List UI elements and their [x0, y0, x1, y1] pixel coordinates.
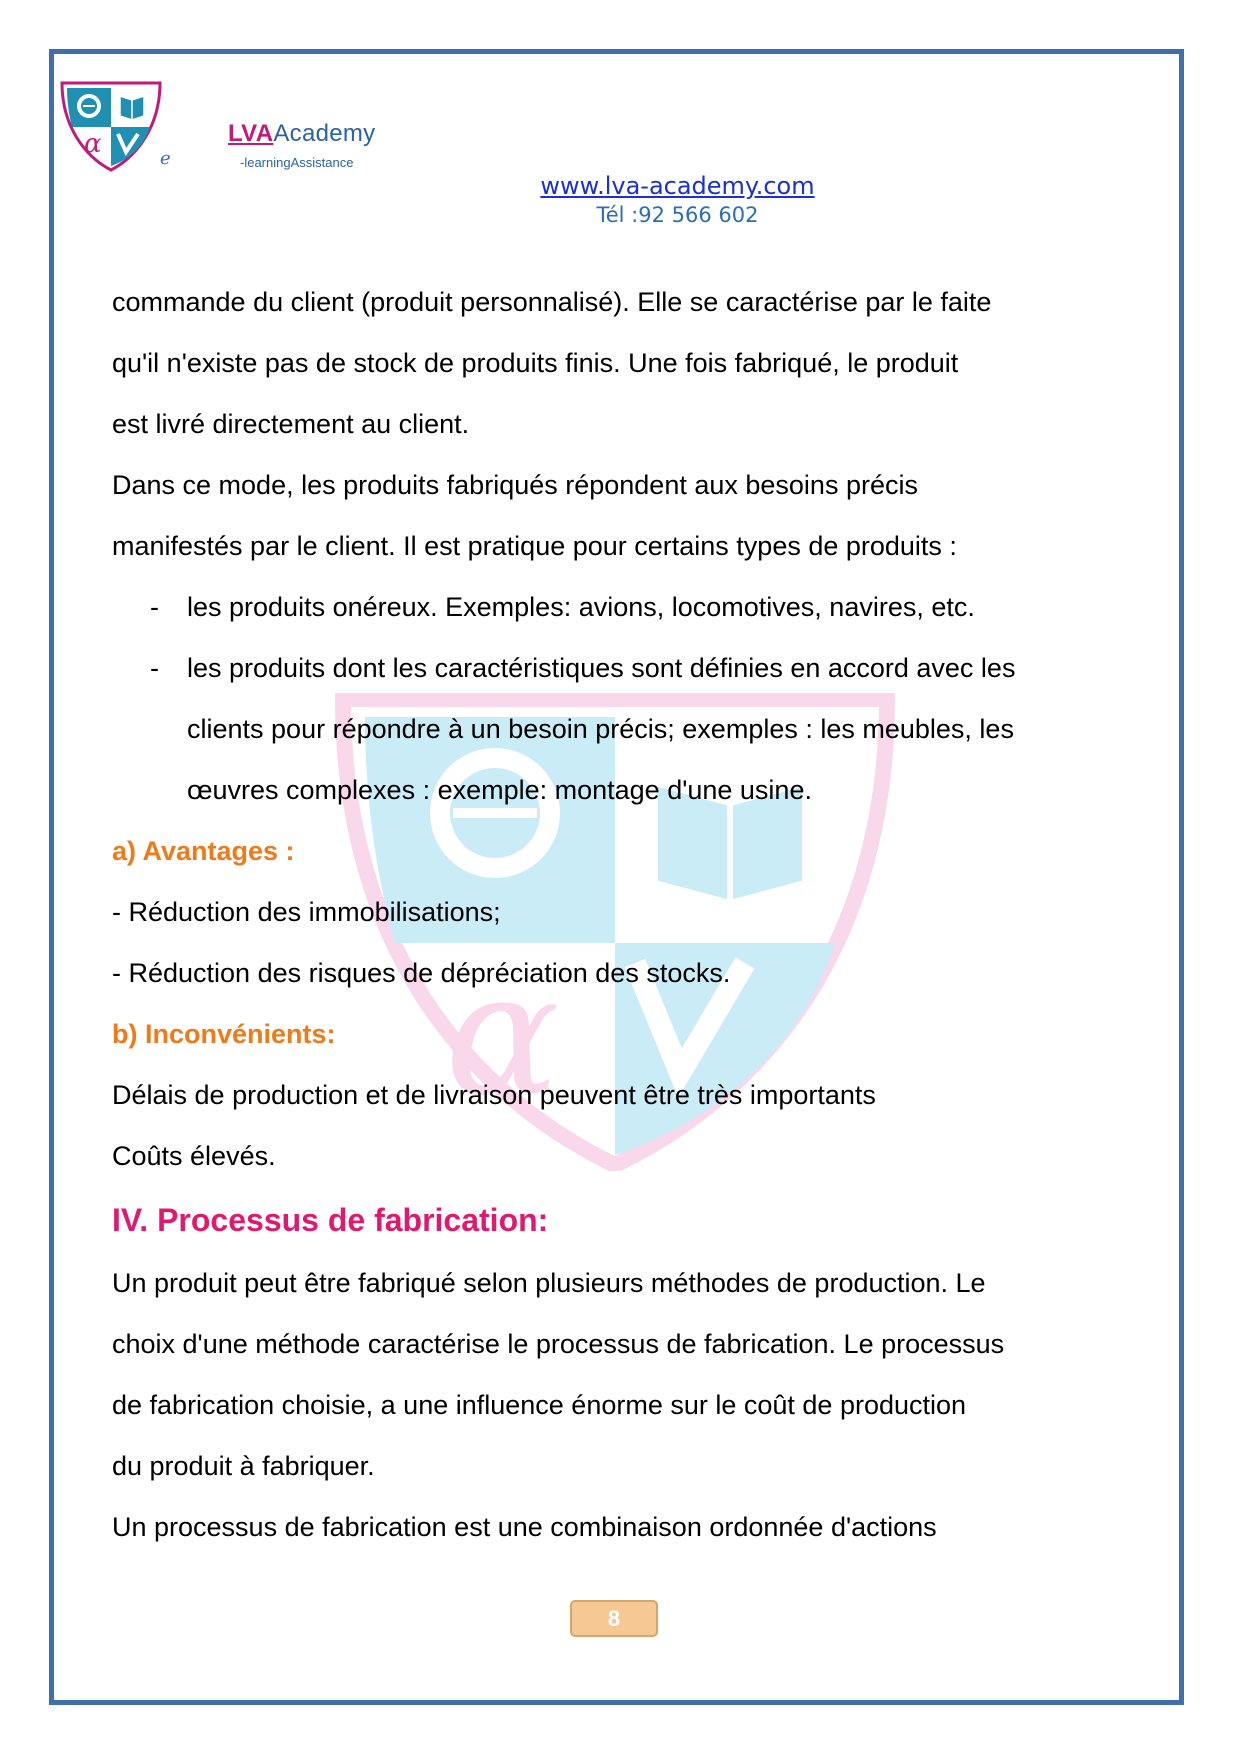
brand-subtitle: -learningAssistance	[240, 155, 354, 170]
paragraph-line: du produit à fabriquer.	[112, 1451, 375, 1481]
paragraph-line: Un produit peut être fabriqué selon plusieurs méthodes de production. Le	[112, 1268, 986, 1298]
lva-academy-logo	[58, 80, 164, 172]
advantage-item: - Réduction des risques de dépréciation des stocks.	[112, 958, 731, 988]
bullet-item	[112, 577, 1142, 638]
bullet-continuation: clients pour répondre à un besoin précis; exemples : les meubles, les	[187, 714, 1014, 744]
paragraph-line: choix d'une méthode caractérise le processus de fabrication. Le processus	[112, 1329, 1005, 1359]
website-link[interactable]: www.lva-academy.com	[540, 172, 815, 200]
paragraph-line: Un processus de fabrication est une combinaison ordonnée d'actions	[112, 1512, 937, 1542]
bullet-text: les produits dont les caractéristiques sont définies en accord avec les	[187, 653, 1016, 683]
svg-text:α: α	[445, 936, 560, 1134]
svg-text:α: α	[84, 129, 102, 159]
advantages-heading: a) Avantages :	[112, 836, 295, 866]
bullet-item	[112, 638, 1142, 699]
phone-number: Tél :92 566 602	[596, 203, 759, 227]
advantage-item: - Réduction des immobilisations;	[112, 897, 501, 927]
brand-lva: LVA	[228, 120, 274, 147]
section-heading: IV. Processus de fabrication:	[112, 1202, 549, 1238]
document-body	[112, 272, 1142, 1558]
bullet-dash: -	[150, 653, 159, 683]
disadvantage-item: Délais de production et de livraison peuvent être très importants	[112, 1080, 876, 1110]
bullet-dash: -	[150, 592, 159, 622]
page-number-badge: 8	[570, 1600, 658, 1637]
paragraph-line: manifestés par le client. Il est pratique pour certains types de produits :	[112, 531, 957, 561]
brand-academy: Academy	[273, 120, 376, 147]
paragraph-line: Dans ce mode, les produits fabriqués répondent aux besoins précis	[112, 470, 918, 500]
paragraph-line: est livré directement au client.	[112, 409, 470, 439]
paragraph-line: qu'il n'existe pas de stock de produits finis. Une fois fabriqué, le produit	[112, 348, 959, 378]
bullet-continuation: œuvres complexes : exemple: montage d'une usine.	[187, 775, 812, 805]
disadvantage-item: Coûts élevés.	[112, 1141, 276, 1171]
paragraph-line: commande du client (produit personnalisé). Elle se caractérise par le faite	[112, 287, 992, 317]
bullet-text: les produits onéreux. Exemples: avions, locomotives, navires, etc.	[187, 592, 975, 622]
disadvantages-heading: b) Inconvénients:	[112, 1019, 336, 1049]
logo-letter: e	[160, 148, 171, 169]
paragraph-line: de fabrication choisie, a une influence énorme sur le coût de production	[112, 1390, 967, 1420]
brand-name	[228, 120, 376, 148]
